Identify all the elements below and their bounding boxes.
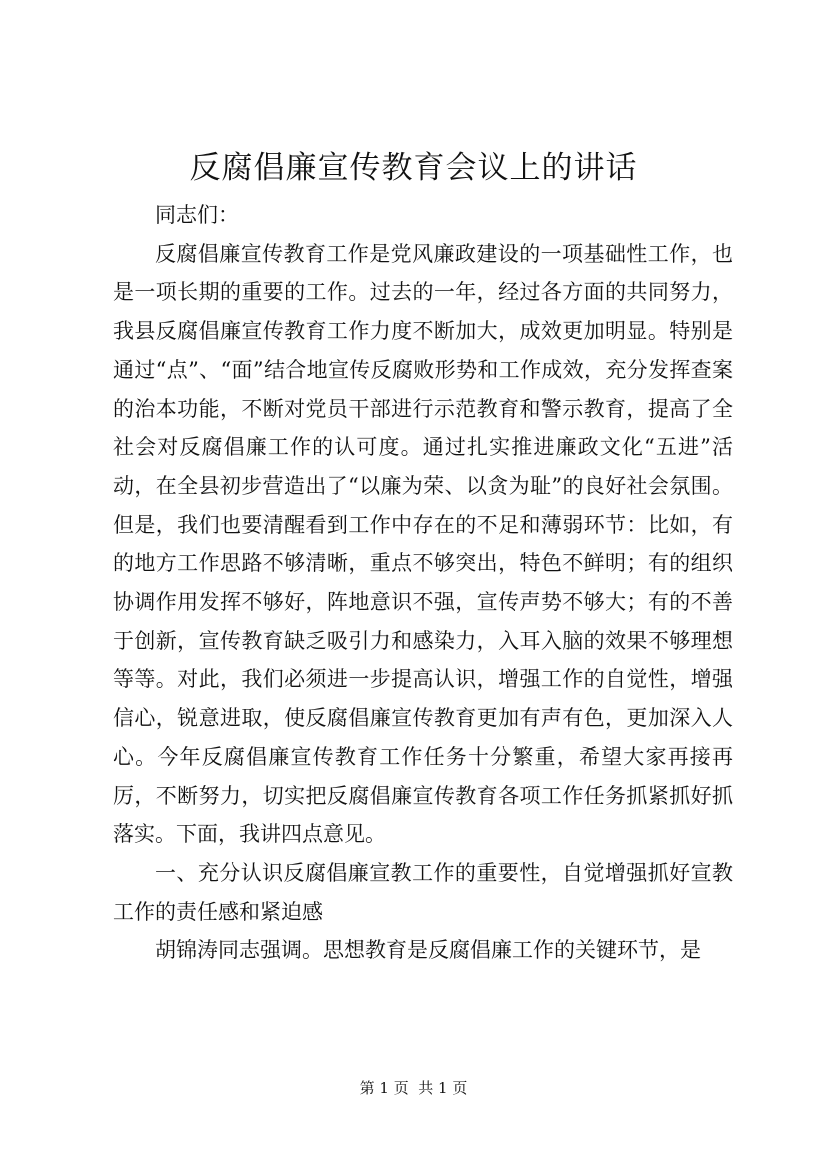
document-body: [113, 196, 733, 970]
body-paragraph: 胡锦涛同志强调。思想教育是反腐倡廉工作的关键环节，是: [155, 938, 701, 963]
document-title: 反腐倡廉宣传教育会议上的讲话: [189, 150, 638, 186]
page-footer: [0, 1078, 827, 1098]
section-heading-paragraph: 一、充分认识反腐倡廉宣教工作的重要性，自觉增强抓好宣教工作的责任感和紧迫感: [113, 860, 733, 924]
body-paragraph: 反腐倡廉宣传教育工作是党风廉政建设的一项基础性工作，也是一项长期的重要的工作。过去的一年，经过各方面的共同努力，我县反腐倡廉宣传教育工作力度不断加大，成效更加明显。特别是通过“点”、“面”结合地宣传反腐败形势和工作成效，充分发挥查案的治本功能，不断对党员干部进行示范教育和警示教育，提高了全社会对反腐倡廉工作的认可度。通过扎实推进廉政文化“五进”活动，在全县初步营造出了“以廉为荣、以贪为耻”的良好社会氛围。但是，我们也要清醒看到工作中存在的不足和薄弱环节：比如，有的地方工作思路不够清晰，重点不够突出，特色不鲜明；有的组织协调作用发挥不够好，阵地意识不强，宣传声势不够大；有的不善于创新，宣传教育缺乏吸引力和感染力，入耳入脑的效果不够理想等等。对此，我们必须进一步提高认识，增强工作的自觉性，增强信心，锐意进取，使反腐倡廉宣传教育更加有声有色，更加深入人心。今年反腐倡廉宣传教育工作任务十分繁重，希望大家再接再厉，不断努力，切实把反腐倡廉宣传教育各项工作任务抓紧抓好抓落实。下面，我讲四点意见。: [113, 241, 733, 847]
page-number-label: 第 1 页 共 1 页: [359, 1079, 468, 1097]
salutation-paragraph: 同志们：: [155, 203, 239, 227]
